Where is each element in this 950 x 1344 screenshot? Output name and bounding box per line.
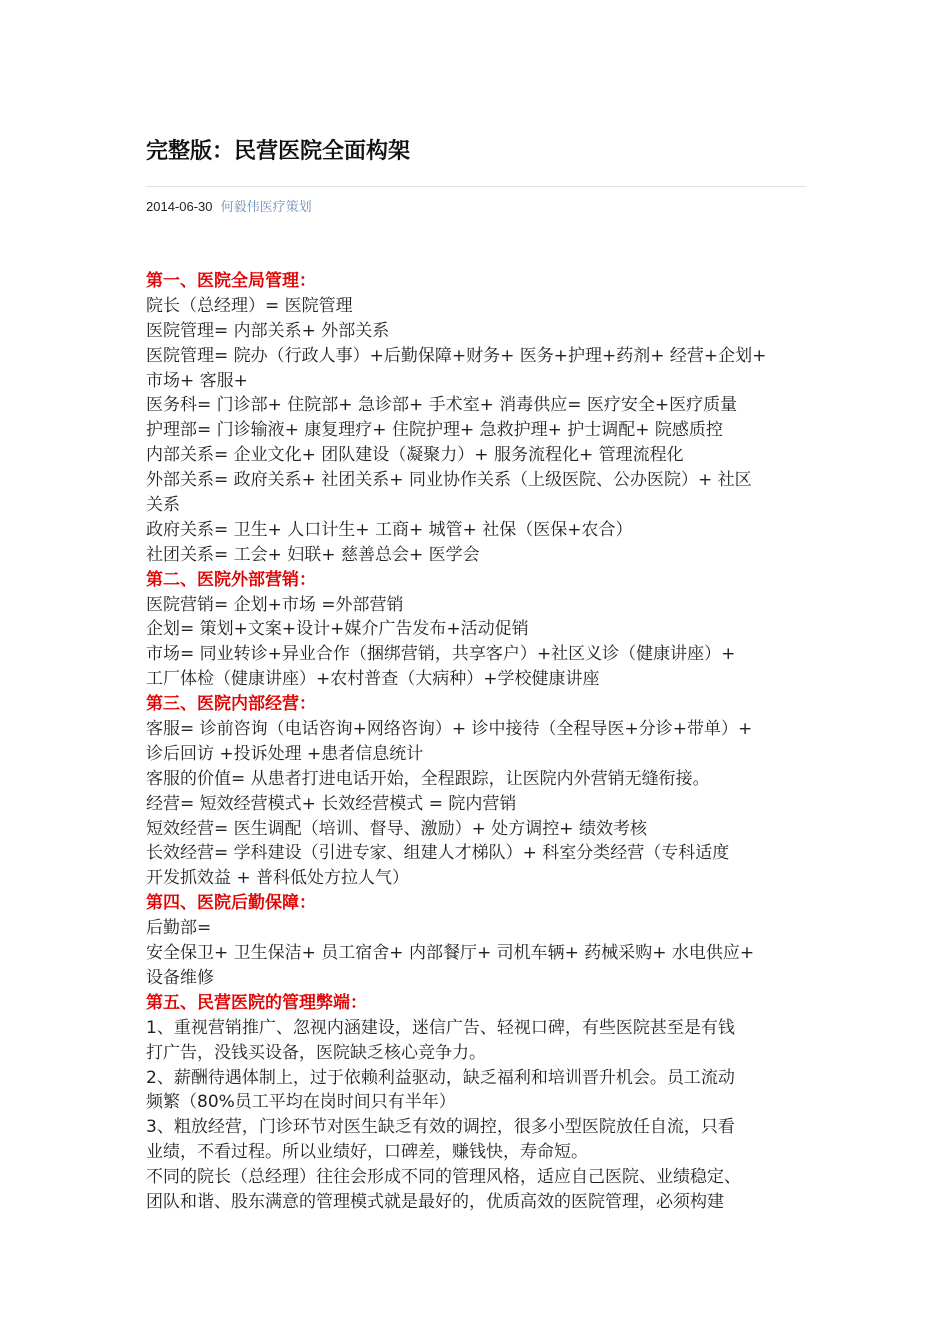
- body-line: 院长（总经理）= 医院管理: [146, 295, 353, 316]
- body-line: 护理部= 门诊输液+ 康复理疗+ 住院护理+ 急救护理+ 护士调配+ 院感质控: [146, 420, 723, 441]
- body-line: 短效经营= 医生调配（培训、督导、激励）+ 处方调控+ 绩效考核: [146, 818, 647, 839]
- body-line: 经营= 短效经营模式+ 长效经营模式 = 院内营销: [146, 793, 517, 814]
- article-title: 完整版：民营医院全面构架: [146, 139, 411, 164]
- body-line: 关系: [146, 495, 180, 516]
- body-line: 客服= 诊前咨询（电话咨询+网络咨询）+ 诊中接待（全程导医+分诊+带单）+: [146, 719, 753, 740]
- section-heading: 第四、医院后勤保障：: [146, 893, 316, 914]
- body-line: 企划= 策划+文案+设计+媒介广告发布+活动促销: [146, 619, 529, 640]
- body-line: 安全保卫+ 卫生保洁+ 员工宿舍+ 内部餐厅+ 司机车辆+ 药械采购+ 水电供应+: [146, 943, 755, 964]
- body-line: 医院营销= 企划+市场 =外部营销: [146, 594, 404, 615]
- body-line: 客服的价值= 从患者打进电话开始，全程跟踪，让医院内外营销无缝衔接。: [146, 768, 710, 789]
- section-heading: 第五、民营医院的管理弊端：: [146, 992, 367, 1013]
- body-line: 医院管理= 内部关系+ 外部关系: [146, 320, 390, 341]
- section-heading: 第三、医院内部经营：: [146, 694, 316, 715]
- body-line: 市场= 同业转诊+异业合作（捆绑营销，共享客户）+社区义诊（健康讲座）+: [146, 644, 736, 665]
- title-divider: [146, 186, 806, 187]
- section-heading: 第一、医院全局管理：: [146, 271, 316, 291]
- body-line: 社团关系= 工会+ 妇联+ 慈善总会+ 医学会: [146, 544, 480, 565]
- body-line: 业绩，不看过程。所以业绩好，口碑差，赚钱快，寿命短。: [146, 1142, 588, 1163]
- body-line: 3、粗放经营，门诊环节对医生缺乏有效的调控，很多小型医院放任自流，只看: [146, 1117, 735, 1138]
- article-body: [146, 269, 808, 1215]
- body-line: 设备维修: [146, 967, 214, 988]
- body-line: 医院管理= 院办（行政人事）+后勤保障+财务+ 医务+护理+药剂+ 经营+企划+: [146, 345, 767, 366]
- body-line: 诊后回访 +投诉处理 +患者信息统计: [146, 743, 424, 764]
- body-line: 医务科= 门诊部+ 住院部+ 急诊部+ 手术室+ 消毒供应= 医疗安全+医疗质量: [146, 395, 738, 416]
- author-link[interactable]: 何毅伟医疗策划: [220, 200, 312, 215]
- body-line: 不同的院长（总经理）往往会形成不同的管理风格，适应自己医院、业绩稳定、: [146, 1167, 741, 1188]
- body-line: 1、重视营销推广、忽视内涵建设，迷信广告、轻视口碑，有些医院甚至是有钱: [146, 1017, 735, 1038]
- body-line: 打广告，没钱买设备，医院缺乏核心竞争力。: [146, 1042, 486, 1063]
- body-line: 开发抓效益 + 普科低处方拉人气）: [146, 868, 410, 889]
- body-line: 工厂体检（健康讲座）+农村普查（大病种）+学校健康讲座: [146, 669, 600, 690]
- publish-date: 2014-06-30: [146, 199, 213, 214]
- body-line: 团队和谐、股东满意的管理模式就是最好的，优质高效的医院管理，必须构建: [146, 1191, 724, 1212]
- body-line: 政府关系= 卫生+ 人口计生+ 工商+ 城管+ 社保（医保+农合）: [146, 519, 633, 540]
- body-line: 长效经营= 学科建设（引进专家、组建人才梯队）+ 科室分类经营（专科适度: [146, 843, 730, 864]
- body-line: 外部关系= 政府关系+ 社团关系+ 同业协作关系（上级医院、公办医院）+ 社区: [146, 470, 752, 491]
- article-meta: [146, 198, 312, 217]
- section-heading: 第二、医院外部营销：: [146, 569, 316, 590]
- body-line: 市场+ 客服+: [146, 370, 248, 391]
- body-line: 2、薪酬待遇体制上，过于依赖利益驱动，缺乏福利和培训晋升机会。员工流动: [146, 1067, 735, 1088]
- body-line: 频繁（80%员工平均在岗时间只有半年）: [146, 1092, 456, 1113]
- body-line: 后勤部=: [146, 918, 212, 939]
- body-line: 内部关系= 企业文化+ 团队建设（凝聚力）+ 服务流程化+ 管理流程化: [146, 445, 684, 466]
